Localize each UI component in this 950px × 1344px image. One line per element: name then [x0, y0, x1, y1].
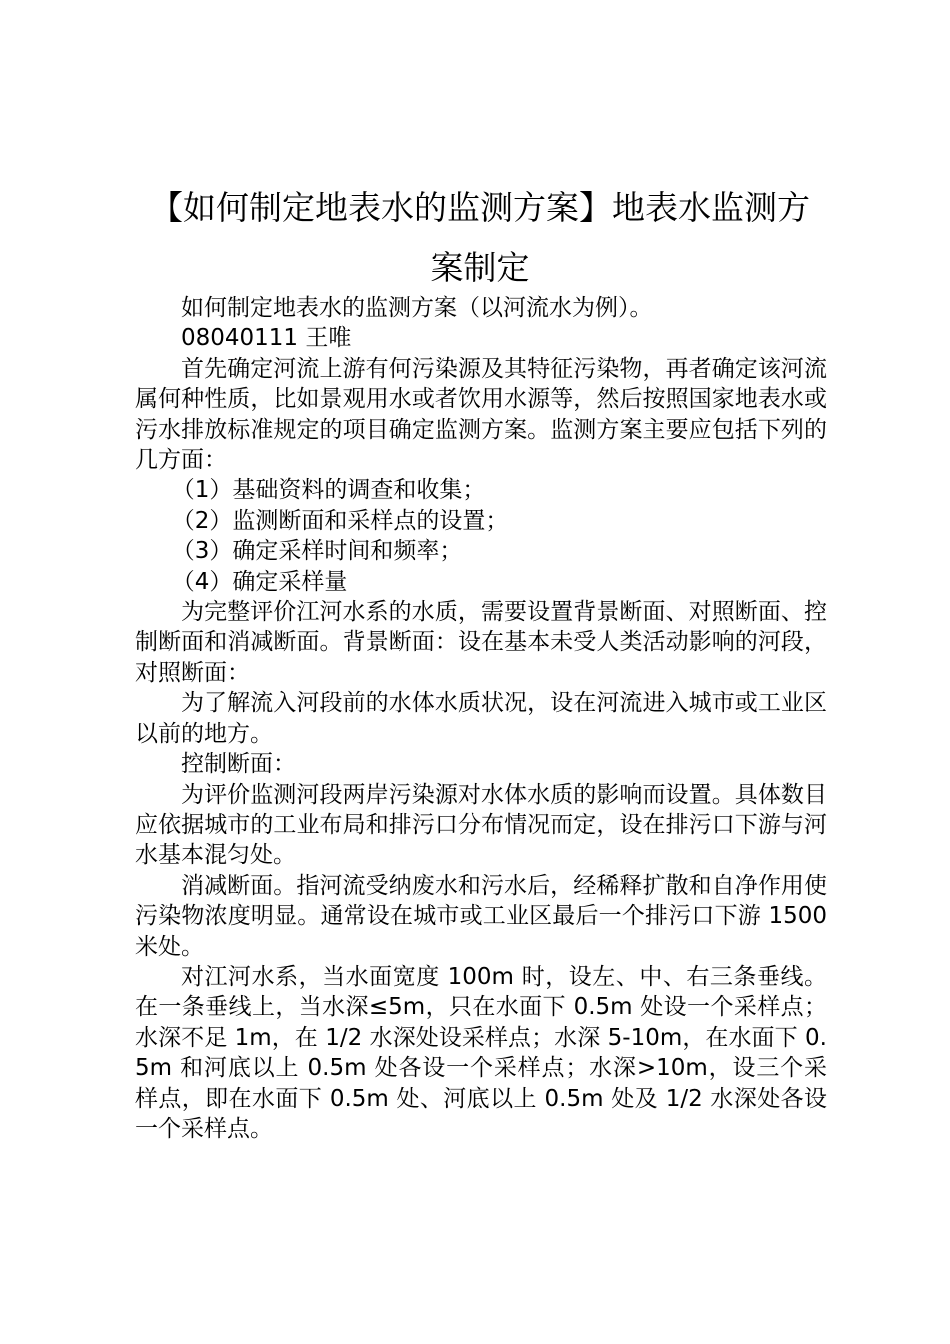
list-item: （3）确定采样时间和频率；: [171, 538, 463, 565]
list-item: （1）基础资料的调查和收集；: [171, 477, 486, 504]
list-item: （2）监测断面和采样点的设置；: [171, 507, 509, 534]
body-paragraph: 为完整评价江河水系的水质，需要设置背景断面、对照断面、控制断面和消减断面。背景断面：设在基本未受人类活动影响的河段，对照断面：: [135, 599, 827, 686]
intro-paragraph: 如何制定地表水的监测方案（以河流水为例）。: [181, 295, 653, 321]
body-paragraph: 为评价监测河段两岸污染源对水体水质的影响而设置。具体数目应依据城市的工业布局和排污口分布情况而定，设在排污口下游与河水基本混匀处。: [135, 781, 827, 869]
document-title: 【如何制定地表水的监测方案】地表水监测方案制定: [150, 188, 810, 287]
document-body: [135, 293, 827, 1144]
body-paragraph: 首先确定河流上游有何污染源及其特征污染物，再者确定该河流属何种性质，比如景观用水或者饮用水源等，然后按照国家地表水或污水排放标准规定的项目确定监测方案。监测方案主要应包括下列的几方面：: [135, 355, 827, 474]
body-paragraph: 消减断面。指河流受纳废水和污水后，经稀释扩散和自净作用使污染物浓度明显。通常设在城市或工业区最后一个排污口下游 1500 米处。: [135, 872, 827, 960]
body-paragraph: 对江河水系，当水面宽度 100m 时，设左、中、右三条垂线。在一条垂线上，当水深≤5m，只在水面下 0.5m 处设一个采样点；水深不足 1m，在 1/2 水深处设采样点；水深 5-10m，在水面下 0.5m 和河底以上 0.5m 处各设一个采样点；水深>10m，设三个采样点，即在水面下 0.5m 处、河底以上 0.5m 处及 1/2 水深处各设一个采样点。: [135, 963, 827, 1142]
list-item: （4）确定采样量: [171, 568, 348, 595]
author-line: 08040111 王唯: [181, 325, 352, 352]
body-paragraph: 控制断面：: [181, 751, 296, 778]
body-paragraph: 为了解流入河段前的水体水质状况，设在河流进入城市或工业区以前的地方。: [135, 690, 827, 747]
